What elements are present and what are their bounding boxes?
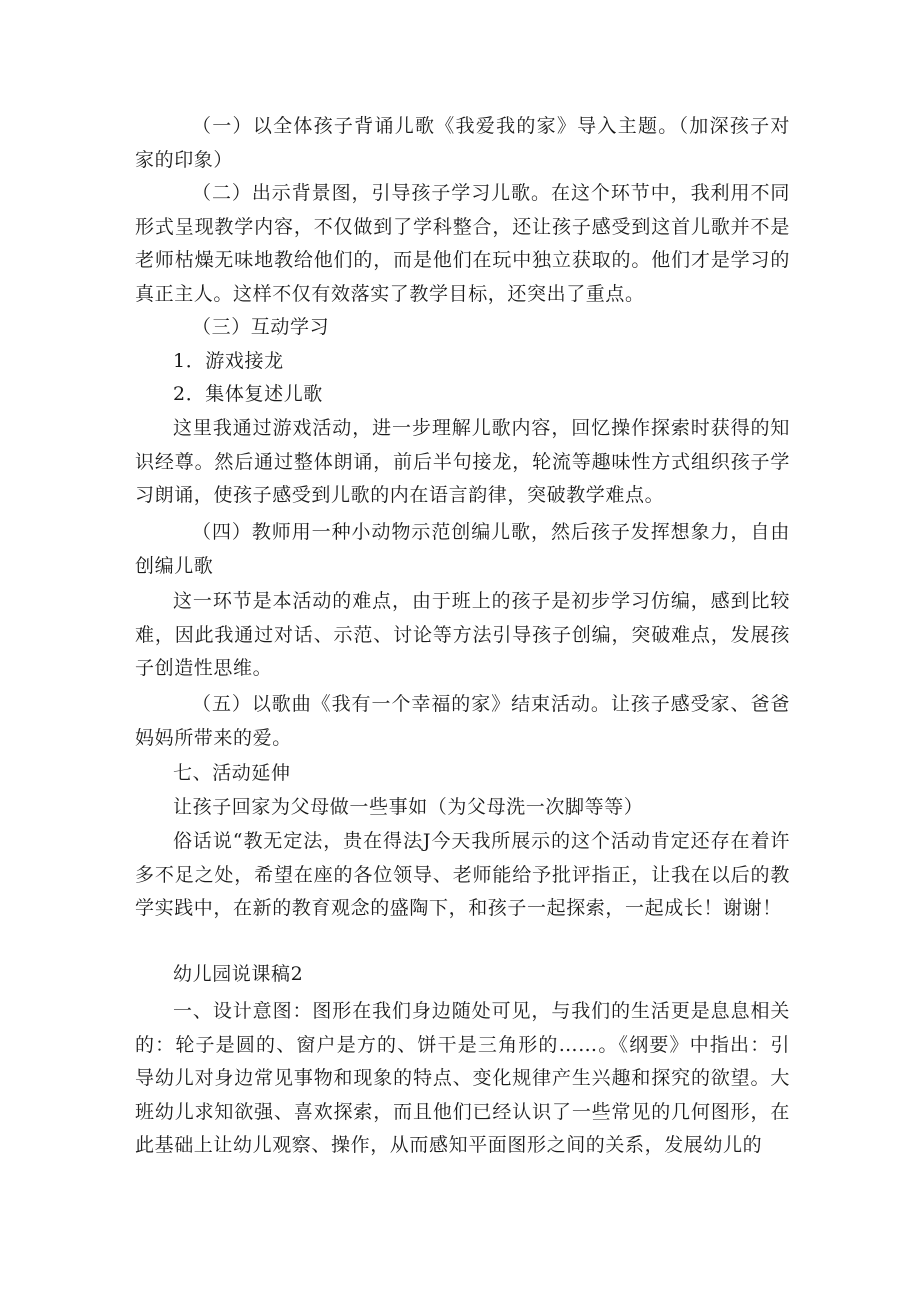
paragraph-difficult-point: 这一环节是本活动的难点，由于班上的孩子是初步学习仿编，感到比较难，因此我通过对话、示范、讨论等方法引导孩子创编，突破难点，发展孩子创造性思维。 — [135, 590, 790, 679]
paragraph-closing: 俗话说“教无定法，贵在得法J今天我所展示的这个活动肯定还存在着许多不足之处，希望在座的各位领导、老师能给予批评指正，让我在以后的教学实践中，在新的教育观念的盛陶下，和孩子一起探索，一起成长！谢谢！ — [135, 830, 790, 919]
paragraph-game-activity: 这里我通过游戏活动，进一步理解儿歌内容，回忆操作探索时获得的知识经尊。然后通过整体朗诵，前后半句接龙，轮流等趣味性方式组织孩子学习朗诵，使孩子感受到儿歌的内在语言韵律，突破教学难点。 — [135, 417, 790, 506]
paragraph-game-relay: 1．游戏接龙 — [173, 350, 284, 372]
section-heading-extension: 七、活动延伸 — [173, 762, 291, 784]
paragraph-background-image: （二）出示背景图，引导孩子学习儿歌。在这个环节中，我利用不同形式呈现教学内容，不仅做到了学科整合，还让孩子感受到这首儿歌并不是老师枯燥无味地教给他们的，而是他们在玩中独立获取的。他们才是学习的真正主人。这样不仅有效落实了教学目标，还突出了重点。 — [135, 182, 790, 305]
document-subtitle: 幼儿园说课稿2 — [173, 963, 304, 985]
paragraph-teacher-demo: （四）教师用一种小动物示范创编儿歌，然后孩子发挥想象力，自由创编儿歌 — [135, 521, 790, 577]
paragraph-intro-theme: （一）以全体孩子背诵儿歌《我爱我的家》导入主题。（加深孩子对家的印象） — [135, 115, 790, 171]
paragraph-home-task: 让孩子回家为父母做一些事如（为父母洗一次脚等等） — [173, 796, 644, 818]
paragraph-group-retell: 2．集体复述儿歌 — [173, 383, 323, 405]
paragraph-design-intent: 一、设计意图：图形在我们身边随处可见，与我们的生活更是息息相关的：轮子是圆的、窗户是方的、饼干是三角形的……。《纲要》中指出：引导幼儿对身边常见事物和现象的特点、变化规律产生兴趣和探究的欲望。大班幼儿求知欲强、喜欢探索，而且他们已经认识了一些常见的几何图形，在此基础上让幼儿观察、操作，从而感知平面图形之间的关系，发展幼儿的 — [135, 1000, 790, 1156]
paragraph-song-ending: （五）以歌曲《我有一个幸福的家》结束活动。让孩子感受家、爸爸妈妈所带来的爱。 — [135, 693, 790, 749]
paragraph-interactive-learning: （三）互动学习 — [192, 316, 330, 338]
